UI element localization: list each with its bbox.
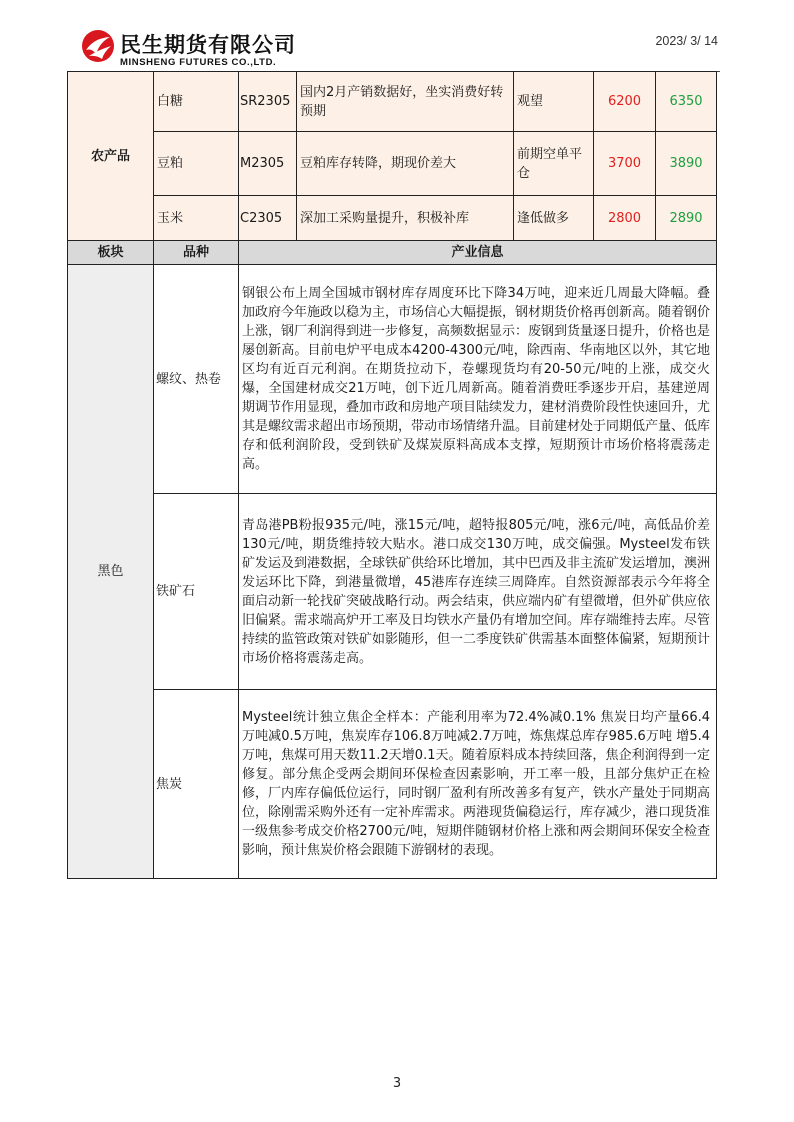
- resistance-price: 6350: [656, 72, 717, 132]
- support-price: 3700: [594, 132, 656, 196]
- variety-cell: 白糖: [154, 72, 239, 132]
- industry-info: 钢银公布上周全国城市钢材库存周度环比下降34万吨，迎来近几周最大降幅。叠加政府今年施政以稳为主，市场信心大幅提振，钢材期货价格再创新高。随着钢价上涨，钢厂利润得到进一步修复，高频数据显示：废钢到货量逐日提升，价格也是屡创新高。目前电炉平电成本4200-4300元/吨，除西南、华南地区以外，其它地区均有近百元利润。在期货拉动下，卷螺现货均有20-50元/吨的上涨，成交火爆，全国建材成交21万吨，创下近几周新高。随着消费旺季逐步开启，基建逆周期调节作用显现，叠加市政和房地产项目陆续发力，建材消费阶段性快速回升，尤其是螺纹需求超出市场预期，带动市场情绪升温。目前建材处于同期低产量、低库存和低利润阶段，受到铁矿及煤炭原料高成本支撑，短期预计市场价格将震荡走高。: [239, 265, 717, 494]
- table-row: [68, 265, 717, 494]
- table-row: [68, 196, 717, 241]
- support-price: 6200: [594, 72, 656, 132]
- strategy-table: [67, 71, 717, 879]
- company-name-cn: 民生期货有限公司: [120, 33, 296, 57]
- contract-code: M2305: [239, 132, 297, 196]
- variety-cell: 焦炭: [154, 690, 239, 879]
- header-variety: 品种: [154, 241, 239, 265]
- minsheng-logo-icon: [80, 28, 116, 64]
- table-row: [68, 132, 717, 196]
- sector-cell-black: 黑色: [68, 265, 154, 879]
- resistance-price: 3890: [656, 132, 717, 196]
- company-name-en: MINSHENG FUTURES CO.,LTD.: [120, 57, 277, 68]
- logic-note: 豆粕库存转降，期现价差大: [297, 132, 514, 196]
- table-header-row: [68, 241, 717, 265]
- page-number: 3: [392, 1076, 402, 1091]
- variety-cell: 豆粕: [154, 132, 239, 196]
- table-row: [68, 690, 717, 879]
- sector-cell-agri: 农产品: [68, 72, 154, 241]
- industry-info: Mysteel统计独立焦企全样本：产能利用率为72.4%减0.1% 焦炭日均产量66.4万吨减0.5万吨，焦炭库存106.8万吨减2.7万吨，炼焦煤总库存985.6万吨 增5.4万吨，焦煤可用天数11.2天增0.1天。随着原料成本持续回落，焦企利润得到一定修复。部分焦企受两会期间环保检查因素影响，开工率一般，且部分焦炉正在检修，厂内库存偏低位运行，同时钢厂盈利有所改善多有复产，铁水产量处于同期高位，除刚需采购外还有一定补库需求。两港现货偏稳运行，库存减少，港口现货准一级焦参考成交价格2700元/吨，短期伴随钢材价格上涨和两会期间环保安全检查影响，预计焦炭价格会跟随下游钢材的表现。: [239, 690, 717, 879]
- strategy-view: 观望: [514, 72, 594, 132]
- strategy-view: 前期空单平仓: [514, 132, 594, 196]
- logic-note: 深加工采购量提升，积极补库: [297, 196, 514, 241]
- header-info: 产业信息: [239, 241, 717, 265]
- contract-code: C2305: [239, 196, 297, 241]
- report-date: 2023/ 3/ 14: [655, 34, 718, 48]
- industry-info: 青岛港PB粉报935元/吨，涨15元/吨，超特报805元/吨，涨6元/吨，高低品价差130元/吨，期货维持较大贴水。港口成交130万吨，成交偏强。Mysteel发布铁矿发运及到港数据，全球铁矿供给环比增加，其中巴西及非主流矿发运增加，澳洲发运环比下降，到港量微增，45港库存连续三周降库。自然资源部表示今年将全面启动新一轮找矿突破战略行动。两会结束，供应端内矿有望微增，但外矿供应依旧偏紧。需求端高炉开工率及日均铁水产量仍有增加空间。库存端维持去库。尽管持续的监管政策对铁矿如影随形，但一二季度铁矿供需基本面整体偏紧，短期预计市场价格将震荡走高。: [239, 494, 717, 690]
- variety-cell: 玉米: [154, 196, 239, 241]
- contract-code: SR2305: [239, 72, 297, 132]
- variety-cell: 铁矿石: [154, 494, 239, 690]
- resistance-price: 2890: [656, 196, 717, 241]
- page-header: [70, 26, 720, 70]
- header-sector: 板块: [68, 241, 154, 265]
- table-row: [68, 72, 717, 132]
- table-row: [68, 494, 717, 690]
- logic-note: 国内2月产销数据好，坐实消费好转预期: [297, 72, 514, 132]
- variety-cell: 螺纹、热卷: [154, 265, 239, 494]
- strategy-view: 逢低做多: [514, 196, 594, 241]
- support-price: 2800: [594, 196, 656, 241]
